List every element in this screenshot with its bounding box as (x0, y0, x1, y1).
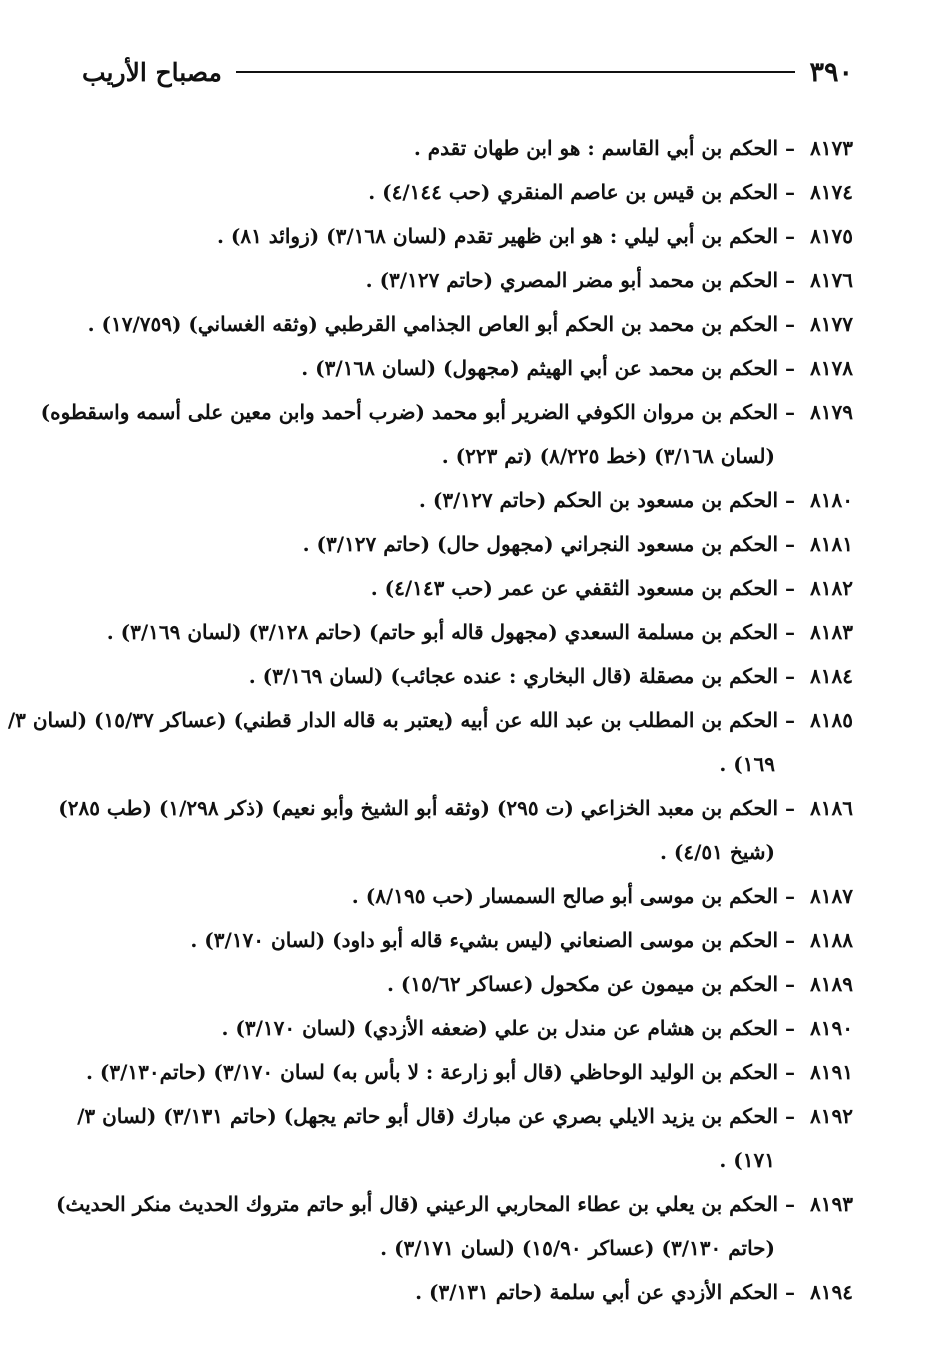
list-item (86, 874, 853, 918)
list-item (86, 1270, 853, 1314)
entry-text: – الحكم بن يزيد الايلي بصري عن مبارك (قال أبو حاتم يجهل) (حاتم ٣/١٣١) (لسان ٣/ (77, 1104, 795, 1128)
entry-text: – الحكم بن يعلي بن عطاء المحاربي الرعيني (قال أبو حاتم متروك الحديث منكر الحديث) (56, 1192, 795, 1216)
list-item (86, 302, 853, 346)
entry-text: – الحكم بن محمد أبو مضر المصري (حاتم ٣/١٢٧) . (365, 268, 795, 292)
list-item (86, 610, 853, 654)
entry-number: ٨١٨٠ (810, 488, 853, 512)
entry-text: – الحكم بن قيس بن عاصم المنقري (حب ٤/١٤٤) . (368, 180, 795, 204)
entry-number: ٨١٨٧ (810, 884, 853, 908)
list-item (86, 126, 853, 170)
entry-text: – الحكم بن هشام عن مندل بن علي (ضعفه الأزدي) (لسان ٣/١٧٠) . (221, 1016, 795, 1040)
list-item (86, 346, 853, 390)
entry-number: ٨١٧٧ (810, 312, 853, 336)
list-item (86, 566, 853, 610)
entry-text: – الحكم بن أبي القاسم : هو ابن طهان تقدم . (413, 136, 795, 160)
list-item (86, 654, 853, 698)
list-item (56, 1182, 853, 1270)
entry-text: – الحكم بن موسى الصنعاني (ليس بشيء قاله أبو داود) (لسان ٣/١٧٠) . (190, 928, 795, 952)
entry-number: ٨١٩٤ (810, 1280, 853, 1304)
list-item (86, 258, 853, 302)
entry-number: ٨١٧٦ (810, 268, 853, 292)
entry-number: ٨١٨٦ (810, 796, 853, 820)
list-item (86, 918, 853, 962)
entry-list (7, 126, 853, 1314)
entry-number: ٨١٧٣ (810, 136, 853, 160)
entry-number: ٨١٧٩ (810, 400, 853, 424)
entry-text: – الحكم بن مسعود الثقفي عن عمر (حب ٤/١٤٣) . (370, 576, 795, 600)
list-item (86, 478, 853, 522)
list-item (86, 1050, 853, 1094)
entry-text: – الحكم بن مروان الكوفي الضرير أبو محمد (ضرب أحمد وابن معين على أسمه واسقطوه) (40, 400, 795, 424)
entry-text: – الحكم بن مسعود النجراني (مجهول حال) (حاتم ٣/١٢٧) . (302, 532, 795, 556)
page-number: ٣٩٠ (809, 56, 853, 88)
book-title: مصباح الأريب (82, 57, 222, 87)
page-header (82, 52, 853, 92)
entry-number: ٨١٧٤ (810, 180, 853, 204)
entry-text: – الحكم بن مسلمة السعدي (مجهول قاله أبو حاتم) (حاتم ٣/١٢٨) (لسان ٣/١٦٩) . (106, 620, 795, 644)
list-item (86, 170, 853, 214)
list-item (86, 962, 853, 1006)
entry-continuation: ١٧١) . (719, 1148, 775, 1172)
entry-number: ٨١٩٠ (810, 1016, 853, 1040)
entry-text: – الحكم بن محمد عن أبي الهيثم (مجهول) (لسان ٣/١٦٨) . (301, 356, 795, 380)
entry-number: ٨١٩١ (810, 1060, 853, 1084)
list-item (40, 390, 853, 478)
entry-number: ٨١٨٩ (810, 972, 853, 996)
entry-number: ٨١٨١ (810, 532, 853, 556)
entry-text: – الحكم الأزدي عن أبي سلمة (حاتم ٣/١٣١) . (415, 1280, 795, 1304)
entry-text: – الحكم بن ميمون عن مكحول (عساكر ١٥/٦٢) . (386, 972, 795, 996)
entry-continuation: (حاتم ٣/١٣٠) (عساكر ١٥/٩٠) (لسان ٣/١٧١) . (380, 1236, 775, 1260)
list-item (86, 1006, 853, 1050)
entry-text: – الحكم بن محمد بن الحكم أبو العاص الجذامي القرطبي (وثقه الغساني) (١٧/٧٥٩) . (87, 312, 795, 336)
entry-number: ٨١٨٣ (810, 620, 853, 644)
list-item (86, 214, 853, 258)
entry-text: – الحكم بن موسى أبو صالح السمسار (حب ٨/١٩٥) . (351, 884, 795, 908)
entry-text: – الحكم بن مصقلة (قال البخاري : عنده عجائب) (لسان ٣/١٦٩) . (248, 664, 795, 688)
entry-number: ٨١٩٣ (810, 1192, 853, 1216)
entry-continuation: ١٦٩) . (719, 752, 775, 776)
entry-text: – الحكم بن المطلب بن عبد الله عن أبيه (يعتبر به قاله الدار قطني) (عساكر ١٥/٣٧) (لسان ٣/ (7, 708, 795, 732)
entry-number: ٨١٧٨ (810, 356, 853, 380)
entry-number: ٨١٩٢ (810, 1104, 853, 1128)
entry-text: – الحكم بن أبي ليلي : هو ابن ظهير تقدم (لسان ٣/١٦٨) (زوائد ٨١) . (216, 224, 795, 248)
entry-number: ٨١٨٥ (810, 708, 853, 732)
entry-number: ٨١٨٢ (810, 576, 853, 600)
entry-number: ٨١٧٥ (810, 224, 853, 248)
entry-number: ٨١٨٨ (810, 928, 853, 952)
list-item (86, 522, 853, 566)
entry-continuation: (شيخ ٤/٥١) . (659, 840, 775, 864)
entry-continuation: (لسان ٣/١٦٨) (خط ٨/٢٢٥) (تم ٢٢٣) . (441, 444, 775, 468)
list-item (77, 1094, 853, 1182)
entry-text: – الحكم بن معبد الخزاعي (ت ٢٩٥) (وثقه أبو الشيخ وأبو نعيم) (ذكر ١/٢٩٨) (طب ٢٨٥) (58, 796, 795, 820)
list-item (58, 786, 853, 874)
entry-text: – الحكم بن مسعود بن الحكم (حاتم ٣/١٢٧) . (418, 488, 795, 512)
header-rule (236, 71, 796, 73)
entry-text: – الحكم بن الوليد الوحاظي (قال أبو زارعة : لا بأس به) لسان ٣/١٧٠) (حاتم٣/١٣٠) . (85, 1060, 795, 1084)
entry-number: ٨١٨٤ (810, 664, 853, 688)
list-item (7, 698, 853, 786)
